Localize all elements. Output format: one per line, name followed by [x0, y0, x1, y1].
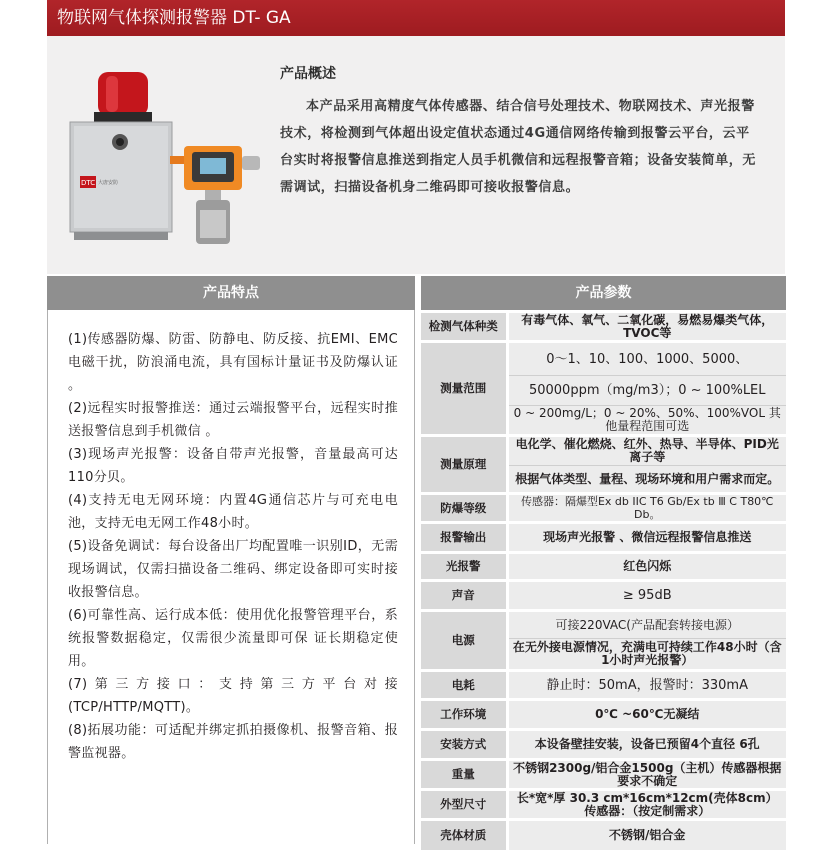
- param-row: [421, 611, 786, 639]
- page-title: 物联网气体探测报警器 DT- GA: [57, 8, 291, 28]
- params-heading: 产品参数: [421, 276, 786, 310]
- param-label: 重量: [421, 760, 507, 790]
- title-bar: [47, 0, 785, 36]
- param-row: [421, 671, 786, 700]
- param-value: 静止时：50mA，报警时：330mA: [507, 671, 786, 700]
- param-row: [421, 790, 786, 820]
- param-label: 防爆等级: [421, 494, 507, 523]
- param-label: 光报警: [421, 553, 507, 581]
- param-value: ≥ 95dB: [507, 581, 786, 611]
- feature-item: (1)传感器防爆、防雷、防静电、防反接、抗EMI、EMC电磁干扰，防浪涌电流，具有国标计量证书及防爆认证 。: [68, 332, 398, 393]
- feature-item: (3)现场声光报警：设备自带声光报警，音量最高可达110分贝。: [68, 447, 398, 485]
- param-row: [421, 760, 786, 790]
- feature-item: (2)远程实时报警推送：通过云端报警平台，远程实时推送报警信息到手机微信 。: [68, 401, 398, 439]
- param-value: 根据气体类型、量程、现场环境和用户需求而定。: [507, 466, 786, 494]
- param-value: 不锈钢2300g/铝合金1500g（主机）传感器根据要求不确定: [507, 760, 786, 790]
- param-value: 有毒气体、氧气、二氧化碳，易燃易爆类气体，TVOC等: [507, 312, 786, 342]
- param-value: 50000ppm（mg/m3）；0 ~ 100%LEL: [507, 376, 786, 406]
- param-value: 0～1、10、100、1000、5000、: [507, 342, 786, 376]
- param-row: [421, 312, 786, 342]
- param-value: 0℃ ~60℃无凝结: [507, 700, 786, 730]
- feature-item: (4)支持无电无网环境：内置4G通信芯片与可充电电池，支持无电无网工作48小时。: [68, 493, 398, 531]
- param-row: [421, 436, 786, 466]
- param-value: 红色闪烁: [507, 553, 786, 581]
- product-image: [60, 70, 270, 250]
- param-label: 安装方式: [421, 730, 507, 760]
- param-row: [421, 820, 786, 850]
- features-heading: 产品特点: [47, 276, 415, 310]
- param-label: 声音: [421, 581, 507, 611]
- param-row: [421, 494, 786, 523]
- param-label: 检测气体种类: [421, 312, 507, 342]
- param-label: 壳体材质: [421, 820, 507, 850]
- param-value: 0 ~ 200mg/L；0 ~ 20%、50%、100%VOL 其他量程范围可选: [507, 406, 786, 436]
- intro-text: 本产品采用高精度气体传感器、结合信号处理技术、物联网技术、声光报警技术，将检测到气体超出设定值状态通过4G通信网络传输到报警云平台，云平台实时将报警信息推送到指定人员手机微信和远程报警音箱；设备安装简单，无需调试，扫描设备机身二维码即可接收报警信息。: [280, 99, 757, 195]
- brand-badge: DTC: [81, 179, 96, 187]
- feature-item: (8)拓展功能：可适配并绑定抓拍摄像机、报警音箱、报警监视器。: [68, 723, 398, 761]
- feature-item: (7)第三方接口：支持第三方平台对接(TCP/HTTP/MQTT)。: [68, 677, 398, 715]
- param-value: 不锈钢/铝合金: [507, 820, 786, 850]
- param-label: 测量原理: [421, 436, 507, 494]
- param-row: [421, 553, 786, 581]
- param-value: 传感器：隔爆型Ex db IIC T6 Gb/Ex tb Ⅲ C T80℃ Db。: [507, 494, 786, 523]
- param-label: 测量范围: [421, 342, 507, 436]
- param-value: 本设备壁挂安装，设备已预留4个直径 6孔: [507, 730, 786, 760]
- param-label: 电源: [421, 611, 507, 671]
- param-value: 可接220VAC(产品配套转接电源）: [507, 611, 786, 639]
- param-row: [421, 730, 786, 760]
- feature-item: (6)可靠性高、运行成本低：使用优化报警管理平台，系统报警数据稳定，仅需很少流量即可保 证长期稳定使用。: [68, 608, 398, 669]
- intro-heading: 产品概述: [280, 66, 336, 82]
- feature-item: (5)设备免调试：每台设备出厂均配置唯一识别ID，无需现场调试，仅需扫描设备二维码、绑定设备即可实时接收报警信息。: [68, 539, 398, 600]
- param-value: 现场声光报警 、微信远程报警信息推送: [507, 523, 786, 553]
- param-row: [421, 342, 786, 376]
- param-label: 工作环境: [421, 700, 507, 730]
- features-list: [68, 328, 398, 765]
- param-label: 外型尺寸: [421, 790, 507, 820]
- params-table: [421, 310, 786, 850]
- param-label: 报警输出: [421, 523, 507, 553]
- param-label: 电耗: [421, 671, 507, 700]
- brand-text: 大唐安防: [98, 180, 119, 186]
- param-row: [421, 700, 786, 730]
- param-value: 长*宽*厚 30.3 cm*16cm*12cm(壳体8cm）传感器：（按定制需求）: [507, 790, 786, 820]
- param-row: [421, 581, 786, 611]
- param-value: 在无外接电源情况，充满电可持续工作48小时（含1小时声光报警）: [507, 639, 786, 671]
- param-row: [421, 523, 786, 553]
- param-value: 电化学、催化燃烧、红外、热导、半导体、PID光离子等: [507, 436, 786, 466]
